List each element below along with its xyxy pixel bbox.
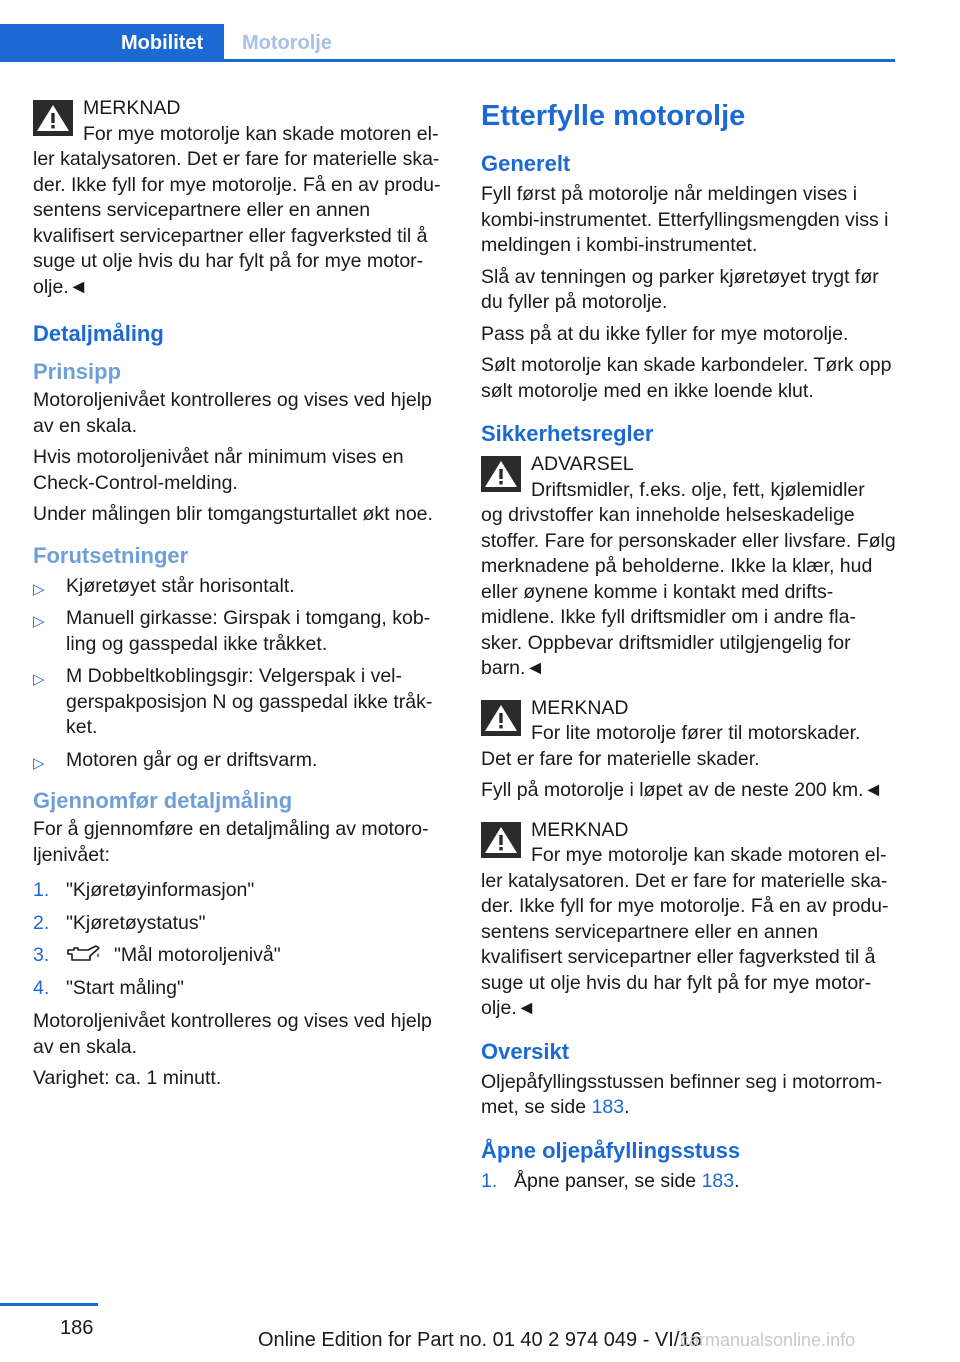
- tab-motorolje[interactable]: Motorolje: [242, 32, 332, 54]
- step-item: 1. Åpne panser, se side 183.: [481, 1169, 740, 1192]
- heading-oversikt: Oversikt: [481, 1038, 570, 1064]
- paragraph: Under målingen blir tomgangsturtallet økt noe.: [33, 503, 433, 525]
- steps-list: [481, 1169, 896, 1195]
- heading-detaljmaling: Detaljmåling: [33, 321, 164, 346]
- step-item: 1. "Kjøretøyinformasjon": [33, 879, 255, 901]
- paragraph: Pass på at du ikke fyller for mye motorolje.: [481, 322, 849, 345]
- step-item: 4. "Start måling": [33, 976, 184, 999]
- notice-label: ADVARSEL: [531, 453, 634, 475]
- notice-label: MERKNAD: [531, 818, 629, 841]
- header-tabs: [0, 24, 895, 62]
- left-column: [33, 96, 448, 1098]
- paragraph: Varighet: ca. 1 minutt.: [33, 1067, 222, 1089]
- edition-note: Online Edition for Part no. 01 40 2 974 049 - VI/16: [258, 1329, 702, 1351]
- paragraph: Oljepåfyllingsstussen befinner seg i motorrom- met, se side 183.: [481, 1070, 883, 1118]
- notice-merknad: [481, 818, 896, 1022]
- page-link[interactable]: 183: [591, 1096, 625, 1118]
- requirements-list: [33, 574, 448, 774]
- notice-text: ler katalysatoren. Det er fare for materielle ska- der. Ikke fyll for mye motorolje. Få en av produ- sentens servicepartnere eller en annen kvalifisert servicepartner eller fagverksted til å suge ut olje hvis du har fylt på for mye motor- olje.◄: [33, 148, 441, 298]
- step-item: 2. "Kjøretøystatus": [33, 911, 206, 934]
- heading-generelt: Generelt: [481, 151, 571, 176]
- oil-can-icon: [66, 945, 102, 963]
- footer-rule: [0, 1303, 98, 1306]
- warning-icon: [481, 700, 521, 736]
- paragraph: Motoroljenivået kontrolleres og vises ved hjelp av en skala.: [33, 389, 432, 437]
- steps-list: [33, 878, 448, 1001]
- notice-merknad: [33, 96, 448, 300]
- right-column: [481, 96, 896, 1202]
- heading-apne-oljepafyllingsstuss: Åpne oljepåfyllingsstuss: [481, 1137, 741, 1163]
- notice-text: ler katalysatoren. Det er fare for materielle ska- der. Ikke fyll for mye motorolje. Få en av produ- sentens servicepartnere eller en annen kvalifisert servicepartner eller fagverksted til å suge ut olje hvis du har fylt på for mye motor- olje.◄: [481, 869, 889, 1019]
- triangle-bullet-icon: ▷: [33, 671, 45, 688]
- triangle-bullet-icon: ▷: [33, 580, 45, 598]
- notice-first-line: For lite motorolje fører til motorskader.: [531, 722, 861, 744]
- header-rule: [0, 59, 895, 62]
- paragraph: Slå av tenningen og parker kjøretøyet trygt før du fyller på motorolje.: [481, 265, 879, 313]
- list-item: ▷ Motoren går og er driftsvarm.: [33, 748, 448, 774]
- page-title: Etterfylle motorolje: [481, 100, 746, 132]
- list-item: ▷ Kjøretøyet står horisontalt.: [33, 574, 448, 600]
- paragraph: Fyll først på motorolje når meldingen vises i kombi-instrumentet. Etterfyllingsmengden viss i meldingen i kombi-instrumentet.: [481, 183, 889, 256]
- notice-first-line: For mye motorolje kan skade motoren el-: [531, 844, 887, 866]
- heading-sikkerhetsregler: Sikkerhetsregler: [481, 421, 654, 446]
- heading-prinsipp: Prinsipp: [33, 359, 122, 384]
- warning-icon: [481, 822, 521, 858]
- notice-label: MERKNAD: [531, 696, 629, 719]
- notice-first-line: For mye motorolje kan skade motoren el-: [83, 122, 439, 145]
- paragraph: Motoroljenivået kontrolleres og vises ved hjelp av en skala.: [33, 1010, 432, 1058]
- step-item: 3. "Mål motoroljenivå": [33, 944, 281, 966]
- notice-text: Det er fare for materielle skader.: [481, 747, 760, 770]
- notice-advarsel: [481, 452, 896, 682]
- paragraph: Hvis motoroljenivået når minimum vises en Check-Control-melding.: [33, 446, 404, 494]
- triangle-bullet-icon: ▷: [33, 754, 45, 772]
- page-number: 186: [60, 1317, 94, 1339]
- notice-first-line: Driftsmidler, f.eks. olje, fett, kjølemidler: [531, 478, 865, 501]
- notice-text: Fyll på motorolje i løpet av de neste 200 km.◄: [481, 779, 883, 801]
- paragraph: Sølt motorolje kan skade karbondeler. Tørk opp sølt motorolje med en ikke loende klut.: [481, 354, 892, 402]
- watermark: carmanualsonline.info: [680, 1330, 856, 1350]
- triangle-bullet-icon: ▷: [33, 613, 45, 630]
- page-link[interactable]: 183: [701, 1169, 735, 1192]
- notice-label: MERKNAD: [83, 97, 181, 119]
- warning-icon: [33, 100, 73, 136]
- list-item: ▷ Manuell girkasse: Girspak i tomgang, kob- ling og gasspedal ikke tråkket.: [33, 607, 431, 655]
- notice-merknad: [481, 696, 896, 804]
- warning-icon: [481, 456, 521, 492]
- notice-text: og drivstoffer kan inneholde helseskadelige stoffer. Fare for personskader eller livsfare. Følg merknadene på beholderne. Ikke la klær, hud eller øynene komme i kontakt med drifts- midlene. Ikke fyll driftsmidler om i andre fla- sker. Oppbevar driftsmidler utilgjengelig for barn.◄: [481, 504, 896, 679]
- paragraph: For å gjennomføre en detaljmåling av motoro- ljenivået:: [33, 818, 429, 866]
- heading-gjennomfor: Gjennomfør detaljmåling: [33, 788, 293, 813]
- list-item: ▷ M Dobbeltkoblingsgir: Velgerspak i vel- gerspakposisjon N og gasspedal ikke tråk- ket.: [33, 665, 433, 738]
- heading-forutsetninger: Forutsetninger: [33, 542, 189, 568]
- tab-mobilitet[interactable]: Mobilitet: [0, 24, 224, 62]
